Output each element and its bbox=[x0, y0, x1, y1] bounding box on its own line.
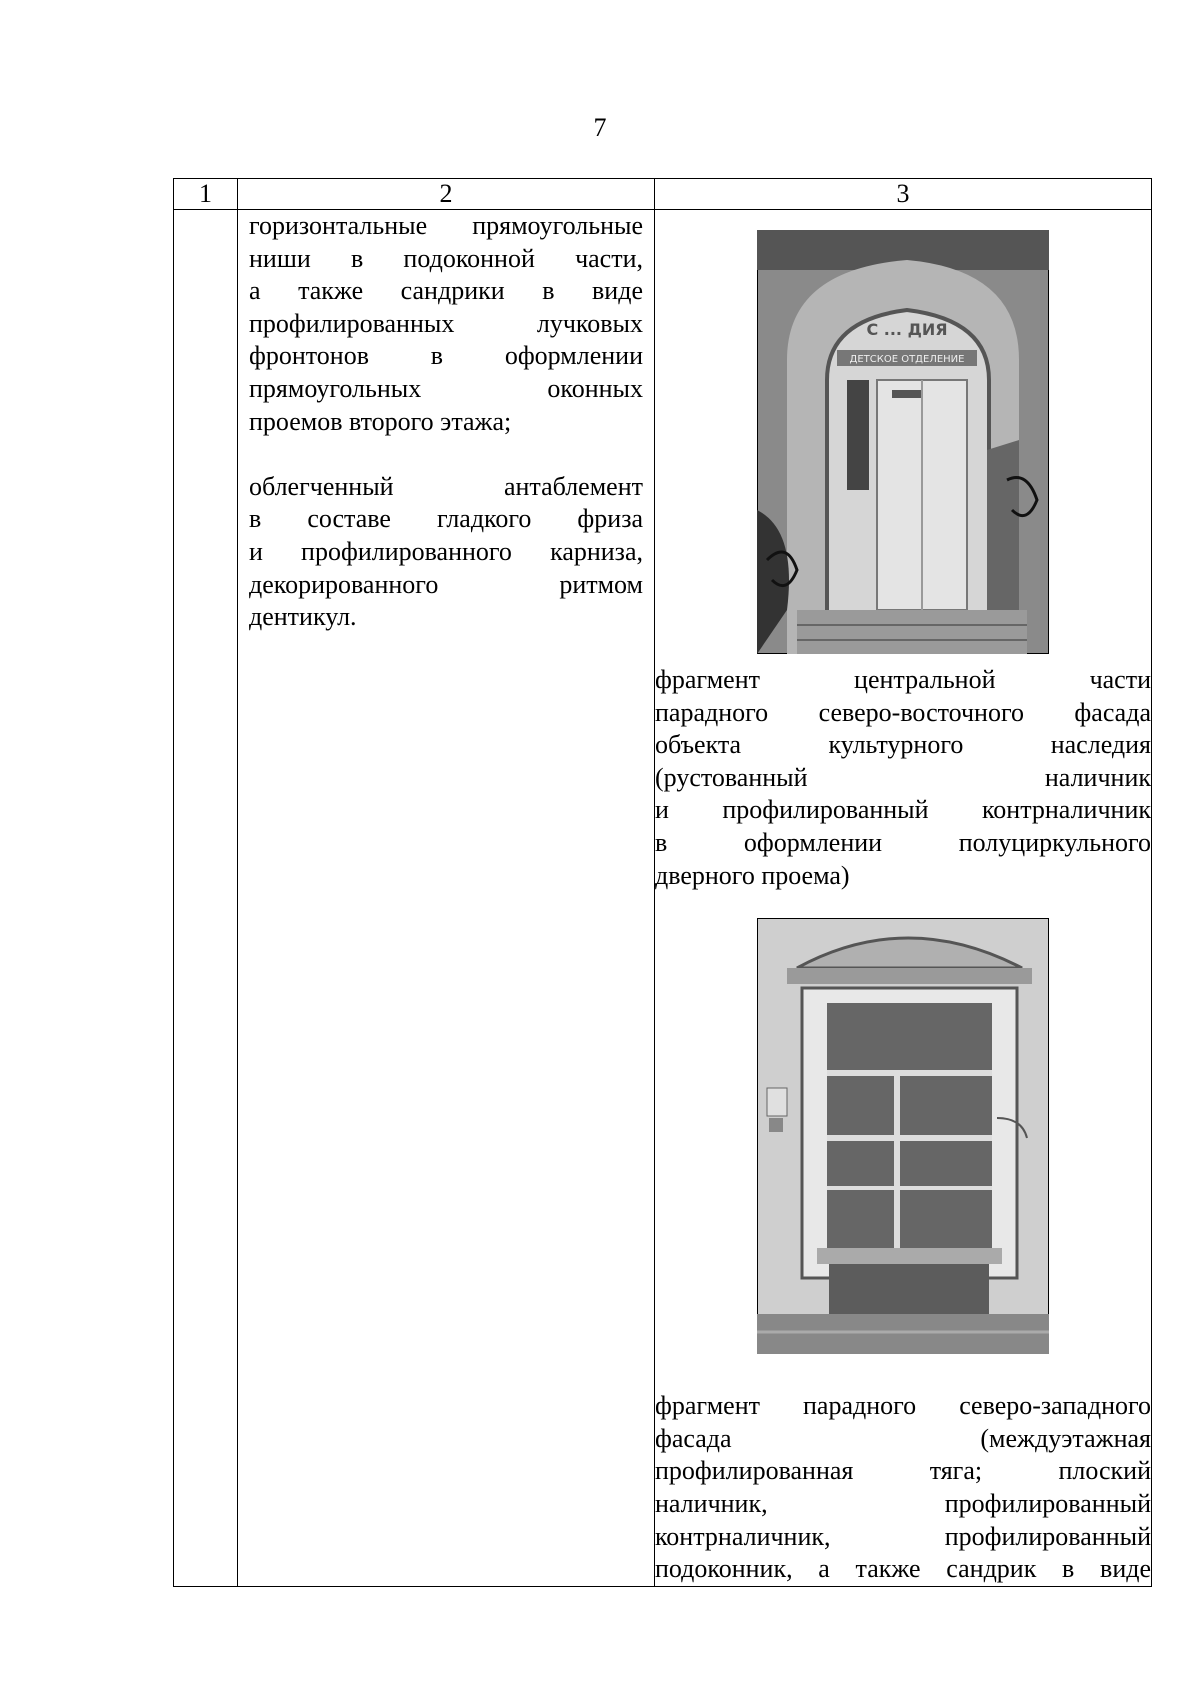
caption-line: дверного проема) bbox=[655, 860, 850, 890]
cell-number bbox=[174, 210, 238, 1587]
text-line: горизонтальные прямоугольные bbox=[249, 211, 643, 240]
text-line: декорированного ритмом bbox=[249, 569, 643, 599]
caption-1 bbox=[655, 664, 1151, 892]
text-line: прямоугольных оконных bbox=[249, 373, 643, 403]
caption-line: фасада (междуэтажная bbox=[655, 1423, 1151, 1453]
text-line: облегченный антаблемент bbox=[249, 471, 643, 501]
header-cell-3: 3 bbox=[655, 179, 1152, 210]
cell-illustrations bbox=[655, 210, 1152, 1587]
caption-line: (рустованный наличник bbox=[655, 762, 1151, 792]
caption-line: контрналичник, профилированный bbox=[655, 1521, 1151, 1551]
caption-line: объекта культурного наследия bbox=[655, 730, 1151, 760]
caption-line: фрагмент центральной части bbox=[655, 665, 1151, 694]
header-cell-2: 2 bbox=[238, 179, 655, 210]
description-paragraph-2 bbox=[249, 471, 643, 634]
caption-line: подоконник, а также сандрик в виде bbox=[655, 1554, 1151, 1584]
sign-text: С ... ДИЯ bbox=[866, 320, 948, 339]
text-line: а также сандрики в виде bbox=[249, 276, 643, 306]
caption-line: и профилированный контрналичник bbox=[655, 795, 1151, 825]
text-line: проемов второго этажа; bbox=[249, 406, 512, 436]
caption-line: фрагмент парадного северо-западного bbox=[655, 1391, 1151, 1421]
caption-line: наличник, профилированный bbox=[655, 1488, 1151, 1518]
description-paragraph-1 bbox=[249, 210, 643, 438]
table-header-row bbox=[174, 179, 1152, 210]
text-line: в составе гладкого фриза bbox=[249, 504, 643, 534]
heritage-table bbox=[173, 178, 1152, 1587]
page-number: 7 bbox=[593, 113, 607, 142]
caption-line: профилированная тяга; плоский bbox=[655, 1456, 1151, 1486]
text-line: ниши в подоконной части, bbox=[249, 243, 643, 273]
doorway-photo-icon bbox=[757, 230, 1049, 654]
caption-2 bbox=[655, 1390, 1151, 1586]
window-photo-icon bbox=[757, 918, 1049, 1354]
text-line: профилированных лучковых bbox=[249, 308, 643, 338]
table-row bbox=[174, 210, 1152, 1587]
caption-line: парадного северо-восточного фасада bbox=[655, 697, 1151, 727]
text-line: дентикул. bbox=[249, 602, 357, 632]
header-cell-1: 1 bbox=[174, 179, 238, 210]
window-photo bbox=[655, 918, 1151, 1354]
sign-text: ДЕТСКОЕ ОТДЕЛЕНИЕ bbox=[849, 354, 965, 365]
text-line: фронтонов в оформлении bbox=[249, 341, 643, 371]
doorway-photo bbox=[655, 230, 1151, 654]
cell-description bbox=[238, 210, 655, 1587]
caption-line: в оформлении полуциркульного bbox=[655, 827, 1151, 857]
text-line: и профилированного карниза, bbox=[249, 536, 643, 566]
